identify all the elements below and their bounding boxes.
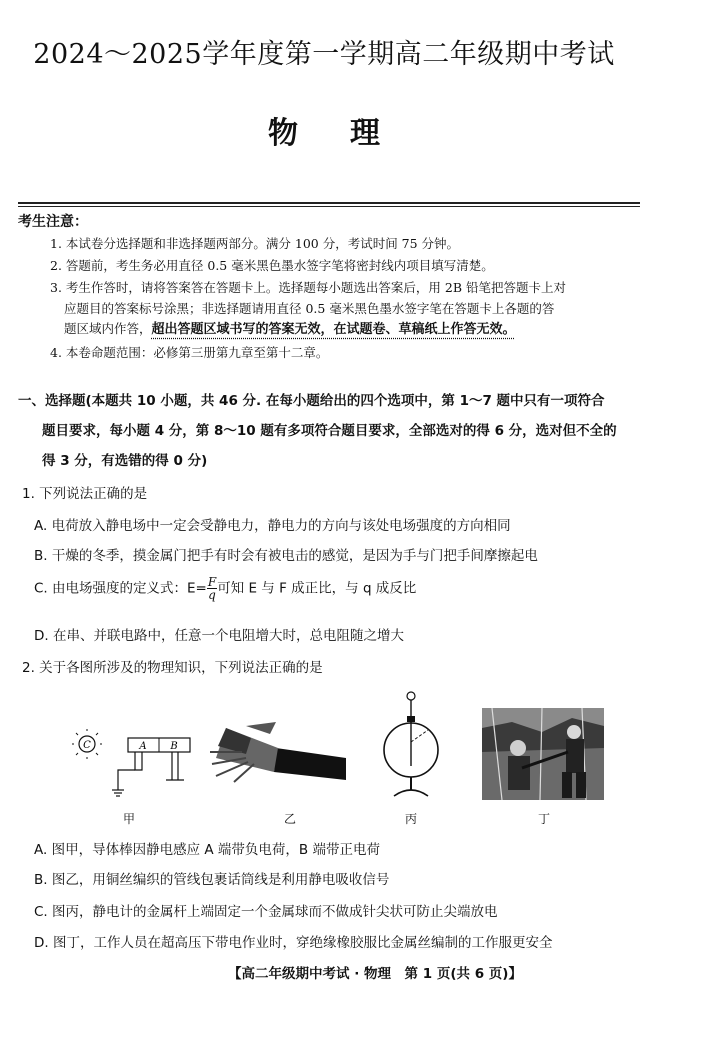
notice-item-1: 1. 本试卷分选择题和非选择题两部分。满分 100 分，考试时间 75 分钟。 [50,236,460,251]
figure-jia [60,722,200,822]
q2-option-a: A. 图甲，导体棒因静电感应 A 端带负电荷，B 端带正电荷 [34,842,380,858]
header-rule-thick [18,202,640,204]
notice-item-3: 3. 考生作答时，请将答案答在答题卡上。选择题每小题选出答案后，用 2B 铅笔把答题卡上对 [50,280,566,295]
notice-item-4: 4. 本卷命题范围：必修第三册第九章至第十二章。 [50,345,329,360]
notice-emphasis: 超出答题区域书写的答案无效，在试题卷、草稿纸上作答无效。 [151,322,516,337]
q2-option-d: D. 图丁，工作人员在超高压下带电作业时，穿绝缘橡胶服比金属丝编制的工作服更安全 [34,935,553,951]
q1-formula-fraction [207,576,217,601]
q1-option-c-pre: C. 由电场强度的定义式：E= [34,580,207,597]
notice-item-2: 2. 答题前，考生务必用直径 0.5 毫米黑色墨水签字笔将密封线内项目填写清楚。 [50,258,494,273]
q2-option-b: B. 图乙，用铜丝编织的管线包裹话筒线是利用静电吸收信号 [34,872,390,888]
q2-stem: 2. 关于各图所涉及的物理知识，下列说法正确的是 [22,660,323,676]
subject-char-2: 理 [350,116,380,151]
figure-label-bing: 丙 [405,812,418,826]
exam-title: 2024～2025学年度第一学期高二年级期中考试 [33,39,615,70]
notice-heading: 考生注意： [18,214,88,230]
subject-char-1: 物 [268,116,298,151]
notice-item-3-cont: 应题目的答案标号涂黑；非选择题请用直径 0.5 毫米黑色墨水签字笔在答题卡上各题的答 [64,301,555,316]
q1-option-c-post: 可知 E 与 F 成正比，与 q 成反比 [217,580,417,597]
header-rule-thin [18,206,640,207]
figure-label-yi: 乙 [284,812,297,826]
q1-option-d: D. 在串、并联电路中，任意一个电阻增大时，总电阻随之增大 [34,628,404,644]
page-footer: 【高二年级期中考试 · 物理 第 1 页(共 6 页)】 [228,966,522,982]
q1-stem: 1. 下列说法正确的是 [22,486,148,502]
notice-item-3-tail: 题区域内作答， [64,321,152,336]
subject-title [268,108,380,152]
q2-option-c: C. 图丙，静电计的金属杆上端固定一个金属球而不做成针尖状可防止尖端放电 [34,904,498,920]
q1-option-b: B. 干燥的冬季，摸金属门把手有时会有被电击的感觉，是因为手与门把手间摩擦起电 [34,548,538,564]
figure-label-jia: 甲 [123,812,136,826]
figure-jia-end-a: A [139,741,147,752]
section1-line-1: 一、选择题(本题共 10 小题，共 46 分. 在每小题给出的四个选项中，第 1～7 题中只有一项符合 [18,393,605,409]
figure-bing [374,688,454,806]
section1-line-2: 题目要求，每小题 4 分，第 8～10 题有多项符合题目要求，全部选对的得 6 分，选对但不全的 [42,423,617,439]
figure-label-ding: 丁 [538,812,551,826]
section1-line-3: 得 3 分，有选错的得 0 分) [42,453,208,469]
figure-jia-charge-label: C [83,740,91,751]
q1-option-c [34,576,416,601]
q1-formula-numerator: F [207,575,217,589]
notice-item-3-cont2 [64,318,516,337]
figure-yi [206,718,356,798]
figure-jia-end-b: B [170,741,178,752]
figure-ding [482,708,604,800]
q1-formula-denominator: q [208,588,216,602]
q1-option-a: A. 电荷放入静电场中一定会受静电力，静电力的方向与该处电场强度的方向相同 [34,518,511,534]
